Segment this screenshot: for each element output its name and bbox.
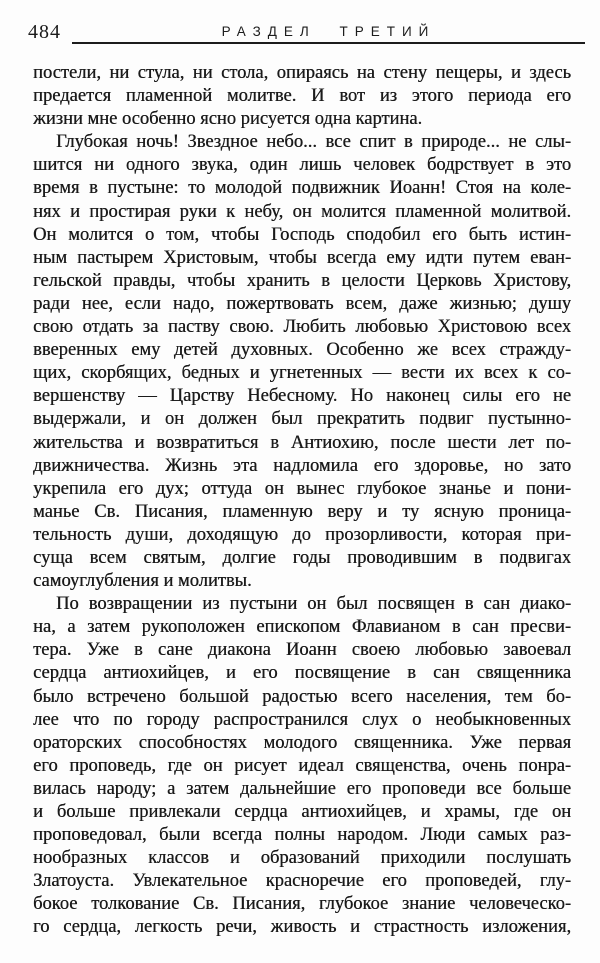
text-line: свою отдать за паству свою. Любить любовью Христовою всех: [33, 317, 571, 338]
text-line: было встречено большой радостью всего населения, тем бо-: [33, 686, 571, 707]
text-line: укрепила его дух; оттуда он вынес глубокое знанье и пони-: [33, 478, 571, 499]
page-body: [33, 62, 571, 940]
text-line: его проповедь, где он рисует идеал священства, очень понра-: [33, 755, 571, 776]
text-line: Глубокая ночь! Звездное небо... все спит в природе... не слы-: [56, 132, 571, 153]
header-rule: [72, 23, 585, 44]
text-line: вилась народу; а затем дальнейшие его проповеди все больше: [33, 778, 571, 799]
text-line: манье Св. Писания, пламенную веру и ту ясную проница-: [33, 501, 571, 522]
text-line: Златоуста. Увлекательное красноречие его проповедей, глу-: [33, 871, 571, 892]
text-line: бокое толкование Св. Писания, глубокое знание человеческо-: [33, 894, 571, 915]
text-line: нях и простирая руки к небу, он молится пламенной молитвой.: [33, 201, 571, 222]
running-title: РАЗДЕЛ ТРЕТИЙ: [221, 24, 436, 39]
text-line: на, а затем рукоположен епископом Флавианом в сан пресви-: [33, 617, 571, 638]
page-number: 484: [28, 21, 61, 43]
text-line: нообразных классов и образований приходили послушать: [33, 848, 571, 869]
text-line: По возвращении из пустыни он был посвящен в сан диако-: [56, 594, 571, 615]
text-line: постели, ни стула, ни стола, опираясь на стену пещеры, и здесь: [33, 63, 571, 83]
text-line: и больше привлекали сердца антиохийцев, и храмы, где он: [33, 802, 571, 822]
text-line: лее что по городу распространился слух о необыкновенных: [33, 709, 571, 730]
text-line: выдержали, и он должен был прекратить подвиг пустынно-: [33, 409, 571, 430]
text-line: ным пастырем Христовым, чтобы всегда ему идти путем еван-: [33, 247, 571, 268]
text-line: жизни мне особенно ясно рисуется одна картина.: [33, 109, 423, 130]
text-line: Он молится о том, чтобы Господь сподобил его быть истин-: [33, 224, 571, 245]
text-line: движничества. Жизнь эта надломила его здоровье, но зато: [33, 455, 571, 476]
text-line: гельской правды, чтобы хранить в целости Церковь Христову,: [33, 270, 571, 291]
text-line: суща всем святым, долгие годы проводившим в подвигах: [33, 547, 571, 568]
text-line: шится ни одного звука, один лишь человек бодрствует в это: [33, 155, 571, 176]
text-line: тельность души, доходящую до прозорливости, которая при-: [33, 524, 571, 545]
text-line: время в пустыне: то молодой подвижник Иоанн! Стоя на коле-: [33, 178, 571, 199]
text-line: тера. Уже в сане диакона Иоанн своею любовью завоевал: [33, 640, 571, 661]
text-line: сердца антиохийцев, и его посвящение в сан священника: [33, 663, 571, 684]
text-line: вершенству — Царству Небесному. Но наконец силы его не: [33, 386, 571, 407]
text-line: вверенных ему детей духовных. Особенно же всех стражду-: [33, 340, 571, 361]
page-header: [28, 20, 585, 44]
text-line: предается пламенной молитве. И вот из этого периода его: [33, 86, 571, 107]
text-line: ораторских способностях молодого священника. Уже первая: [33, 732, 571, 753]
text-line: щих, скорбящих, бедных и угнетенных — вести их всех к со-: [33, 363, 571, 384]
text-line: го сердца, легкость речи, живость и страстность изложения,: [33, 917, 571, 938]
text-line: жительства и возвратиться в Антиохию, после шести лет по-: [33, 432, 571, 453]
text-line: проповедовал, были всегда полны народом. Люди самых раз-: [33, 825, 571, 846]
text-line: ради нее, если надо, пожертвовать всем, даже жизнью; душу: [33, 293, 571, 314]
text-line: самоуглубления и молитвы.: [33, 571, 252, 592]
